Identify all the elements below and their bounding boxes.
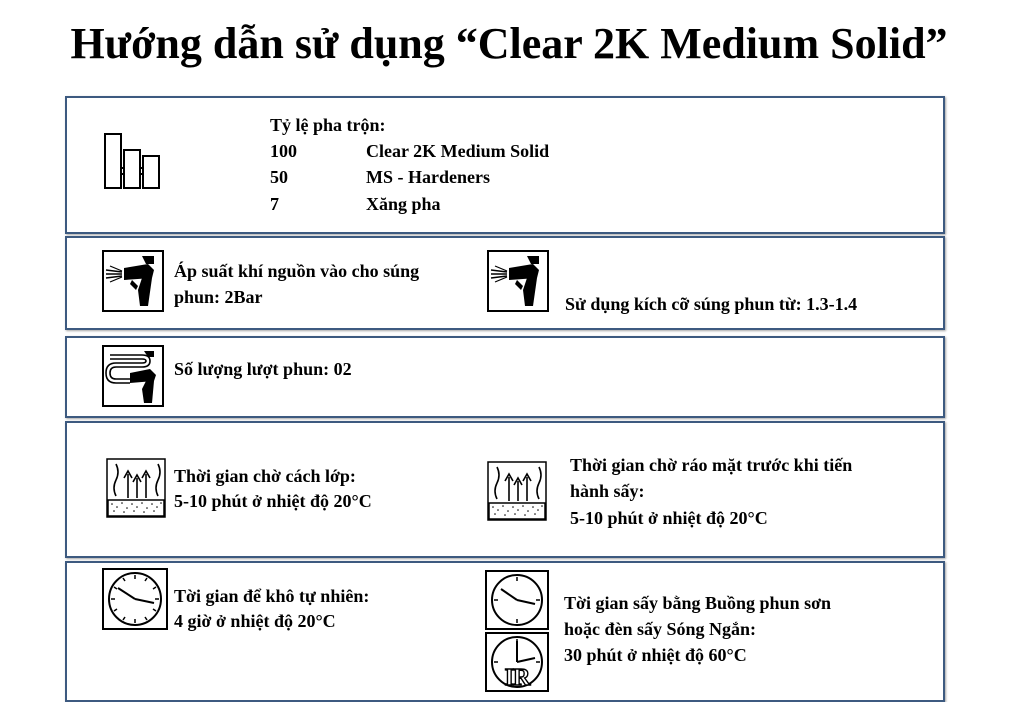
flash-off-right-line3: 5-10 phút ở nhiệt độ 20°C bbox=[570, 508, 768, 528]
pressure-text-line1: Áp suất khí nguồn vào cho súng bbox=[174, 261, 420, 281]
infrared-dryer-icon bbox=[485, 632, 549, 692]
clock-icon bbox=[102, 568, 168, 630]
booth-dry-line1: Tời gian sấy bằng Buồng phun sơn bbox=[564, 593, 832, 613]
coats-text: Số lượng lượt phun: 02 bbox=[174, 359, 352, 379]
mixing-qty: 7 bbox=[270, 194, 279, 214]
mixing-row bbox=[270, 138, 549, 164]
flash-off-icon bbox=[106, 458, 166, 518]
spray-passes-icon bbox=[102, 345, 164, 407]
page-title: Hướng dẫn sử dụng “Clear 2K Medium Solid” bbox=[70, 19, 948, 68]
air-dry-line1: Tời gian để khô tự nhiên: bbox=[174, 586, 370, 606]
ir-label: IR bbox=[504, 665, 530, 691]
flash-off-left-line1: Thời gian chờ cách lớp: bbox=[174, 466, 356, 486]
mixing-component: Xăng pha bbox=[366, 194, 441, 214]
mixing-qty: 50 bbox=[270, 167, 288, 187]
air-dry-line2: 4 giờ ở nhiệt độ 20°C bbox=[174, 611, 336, 631]
mixing-row bbox=[270, 191, 441, 217]
flash-off-left-line2: 5-10 phút ở nhiệt độ 20°C bbox=[174, 491, 372, 511]
nozzle-size-text: Sử dụng kích cỡ súng phun từ: 1.3-1.4 bbox=[565, 294, 858, 314]
mixing-component: MS - Hardeners bbox=[366, 167, 490, 187]
spray-gun-icon bbox=[102, 250, 164, 312]
flash-off-right-line1: Thời gian chờ ráo mặt trước khi tiến bbox=[570, 455, 853, 475]
spray-gun-icon bbox=[487, 250, 549, 312]
booth-dry-line3: 30 phút ở nhiệt độ 60°C bbox=[564, 645, 747, 665]
booth-dry-line2: hoặc đèn sấy Sóng Ngắn: bbox=[564, 619, 757, 639]
mixing-qty: 100 bbox=[270, 141, 297, 161]
flash-off-right-line2: hành sấy: bbox=[570, 481, 645, 501]
pressure-text-line2: phun: 2Bar bbox=[174, 287, 263, 307]
mixing-row bbox=[270, 164, 490, 190]
clock-icon bbox=[485, 570, 549, 630]
mixing-component: Clear 2K Medium Solid bbox=[366, 141, 550, 161]
mixing-ratio-panel bbox=[65, 96, 945, 234]
flash-off-icon bbox=[487, 461, 547, 521]
mixing-heading: Tỷ lệ pha trộn: bbox=[270, 115, 386, 135]
mixing-ratio-icon bbox=[103, 130, 165, 192]
